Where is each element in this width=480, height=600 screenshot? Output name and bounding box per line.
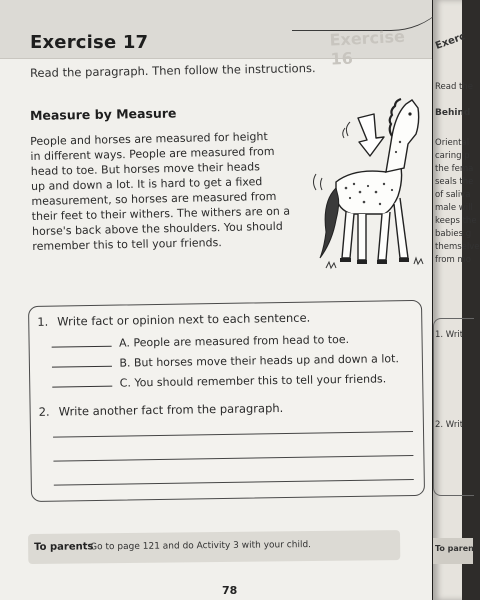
question-2 bbox=[39, 401, 284, 419]
question-1-item-b bbox=[52, 351, 399, 370]
passage-line: head to toe. But horses move their heads bbox=[30, 160, 260, 178]
item-letter: A. bbox=[118, 336, 131, 350]
item-text: But horses move their heads up and down a lot. bbox=[133, 352, 399, 370]
facing-line: babies g bbox=[435, 229, 472, 239]
facing-line: of saliva bbox=[435, 190, 471, 200]
question-1-item-c bbox=[52, 371, 386, 390]
passage-line: remember this to tell your friends. bbox=[32, 236, 222, 253]
question-1-item-a bbox=[51, 332, 349, 351]
passage-line: up and down a lot. It is hard to get a fixed bbox=[30, 175, 263, 193]
parents-label: To parents bbox=[34, 541, 94, 553]
item-text: People are measured from head to toe. bbox=[133, 332, 350, 350]
facing-line: keeps the bbox=[435, 216, 477, 226]
facing-question-2: 2. Writ bbox=[435, 420, 464, 430]
passage-line: horse's back above the shoulders. You should bbox=[31, 219, 283, 238]
answer-blank-a[interactable] bbox=[51, 336, 111, 348]
passage-line: their feet to their withers. The withers are on a bbox=[31, 204, 291, 223]
passage-line: in different ways. People are measured from bbox=[30, 144, 275, 163]
facing-line: Oriental bbox=[435, 138, 470, 148]
instructions: Read the paragraph. Then follow the instructions. bbox=[29, 61, 316, 80]
facing-line: from mo bbox=[435, 255, 471, 265]
question-1-number: 1. bbox=[37, 314, 49, 329]
facing-parents-label: To paren bbox=[435, 544, 474, 553]
writing-line-3[interactable] bbox=[54, 479, 414, 486]
writing-line-1[interactable] bbox=[53, 431, 413, 438]
item-letter: B. bbox=[119, 356, 131, 370]
facing-line: themselve bbox=[435, 242, 480, 252]
parents-text: Go to page 121 and do Activity 3 with your child. bbox=[90, 540, 312, 553]
question-1 bbox=[37, 311, 310, 329]
bleed-through-title: Exercise 16 bbox=[329, 26, 406, 69]
questions-box bbox=[28, 300, 425, 502]
writing-line-2[interactable] bbox=[53, 455, 413, 462]
question-2-number: 2. bbox=[38, 404, 50, 419]
facing-line: seals the bbox=[435, 177, 474, 187]
passage-paragraph bbox=[30, 129, 294, 254]
page-number: 78 bbox=[222, 584, 238, 597]
passage-line: People and horses are measured for height bbox=[30, 130, 268, 148]
passage-title: Measure by Measure bbox=[29, 105, 177, 123]
parents-note bbox=[28, 530, 400, 564]
down-arrow-icon bbox=[358, 114, 384, 156]
facing-question-1: 1. Writ bbox=[435, 330, 464, 340]
item-text: You should remember this to tell your friends. bbox=[134, 372, 387, 390]
facing-line: caring p bbox=[435, 151, 470, 161]
item-letter: C. bbox=[119, 376, 132, 390]
horse-illustration bbox=[296, 92, 432, 280]
facing-line: the fema bbox=[435, 164, 474, 174]
passage-line: measurement, so horses are measured from bbox=[31, 189, 277, 208]
facing-section: Behind bbox=[435, 108, 471, 118]
exercise-title: Exercise 17 bbox=[30, 32, 149, 53]
question-2-text: Write another fact from the paragraph. bbox=[58, 401, 284, 419]
facing-title: Exerc bbox=[434, 31, 467, 52]
question-1-text: Write fact or opinion next to each sentence. bbox=[57, 310, 311, 329]
answer-blank-c[interactable] bbox=[52, 376, 112, 388]
answer-blank-b[interactable] bbox=[52, 356, 112, 368]
facing-line: male will bbox=[435, 203, 473, 213]
facing-page-edge bbox=[433, 0, 480, 600]
facing-questions-box bbox=[433, 318, 474, 496]
facing-instruction: Read the bbox=[435, 82, 474, 92]
